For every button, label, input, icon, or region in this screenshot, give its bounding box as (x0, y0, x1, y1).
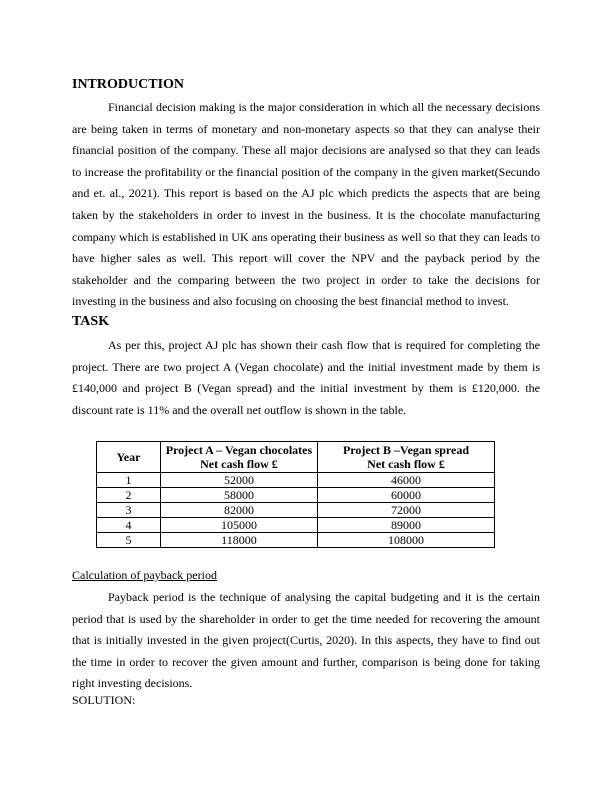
cell-year: 2 (97, 488, 161, 503)
header-year: Year (97, 442, 161, 473)
cell-project-a: 52000 (160, 473, 317, 488)
payback-subheading: Calculation of payback period (72, 568, 217, 582)
cell-project-a: 118000 (160, 533, 317, 548)
cell-project-b: 89000 (318, 518, 495, 533)
solution-label: SOLUTION: (72, 693, 136, 707)
cell-year: 4 (97, 518, 161, 533)
table-row (97, 503, 495, 518)
cell-project-b: 108000 (318, 533, 495, 548)
cell-project-a: 58000 (160, 488, 317, 503)
header-project-b (318, 442, 495, 473)
cash-flow-table (96, 441, 495, 548)
cell-year: 3 (97, 503, 161, 518)
task-paragraph: As per this, project AJ plc has shown their cash flow that is required for completing the project. There are two project A (Vegan chocolate) and the initial investment made by them is £140,000 and project B (Vegan spread) and the initial investment by them is £120,000. the discount rate is 11% and the overall net outflow is shown in the table. (72, 338, 540, 417)
cell-project-b: 60000 (318, 488, 495, 503)
introduction-heading: INTRODUCTION (72, 77, 185, 92)
table-row (97, 488, 495, 503)
cell-project-b: 72000 (318, 503, 495, 518)
payback-paragraph: Payback period is the technique of analysing the capital budgeting and it is the certain period that is used by the shareholder in order to get the time needed for recovering the amount that is initially invested in the given project(Curtis, 2020). In this aspects, they have to find out the time in order to recover the given amount and further, comparison is being done for taking right investing decisions. (72, 590, 540, 691)
table-row (97, 473, 495, 488)
cell-year: 1 (97, 473, 161, 488)
header-project-b-subtitle: Net cash flow £ (367, 457, 445, 471)
task-heading: TASK (72, 314, 110, 329)
table-header-row (97, 442, 495, 473)
cell-project-a: 105000 (160, 518, 317, 533)
table-row (97, 533, 495, 548)
cell-project-b: 46000 (318, 473, 495, 488)
header-project-b-title: Project B –Vegan spread (342, 443, 470, 457)
cell-project-a: 82000 (160, 503, 317, 518)
cell-year: 5 (97, 533, 161, 548)
header-project-a-subtitle: Net cash flow £ (200, 457, 278, 471)
table-row (97, 518, 495, 533)
introduction-paragraph: Financial decision making is the major consideration in which all the necessary decisions are being taken in terms of monetary and non-monetary aspects so that they can analyse their financial position of the company. These all major decisions are analysed so that they can leads to increase the profitability or the financial position of the company in the given market(Secundo and et. al., 2021). This report is based on the AJ plc which predicts the aspects that are being taken by the stakeholders in order to invest in the business. It is the chocolate manufacturing company which is established in UK ans operating their business as well so that they can leads to have higher sales as well. This report will cover the NPV and the payback period by the stakeholder and the comparing between the two project in order to take the decisions for investing in the business and also focusing on choosing the best financial method to invest. (72, 100, 540, 309)
header-project-a-title: Project A – Vegan chocolates (165, 443, 313, 457)
header-project-a (160, 442, 317, 473)
